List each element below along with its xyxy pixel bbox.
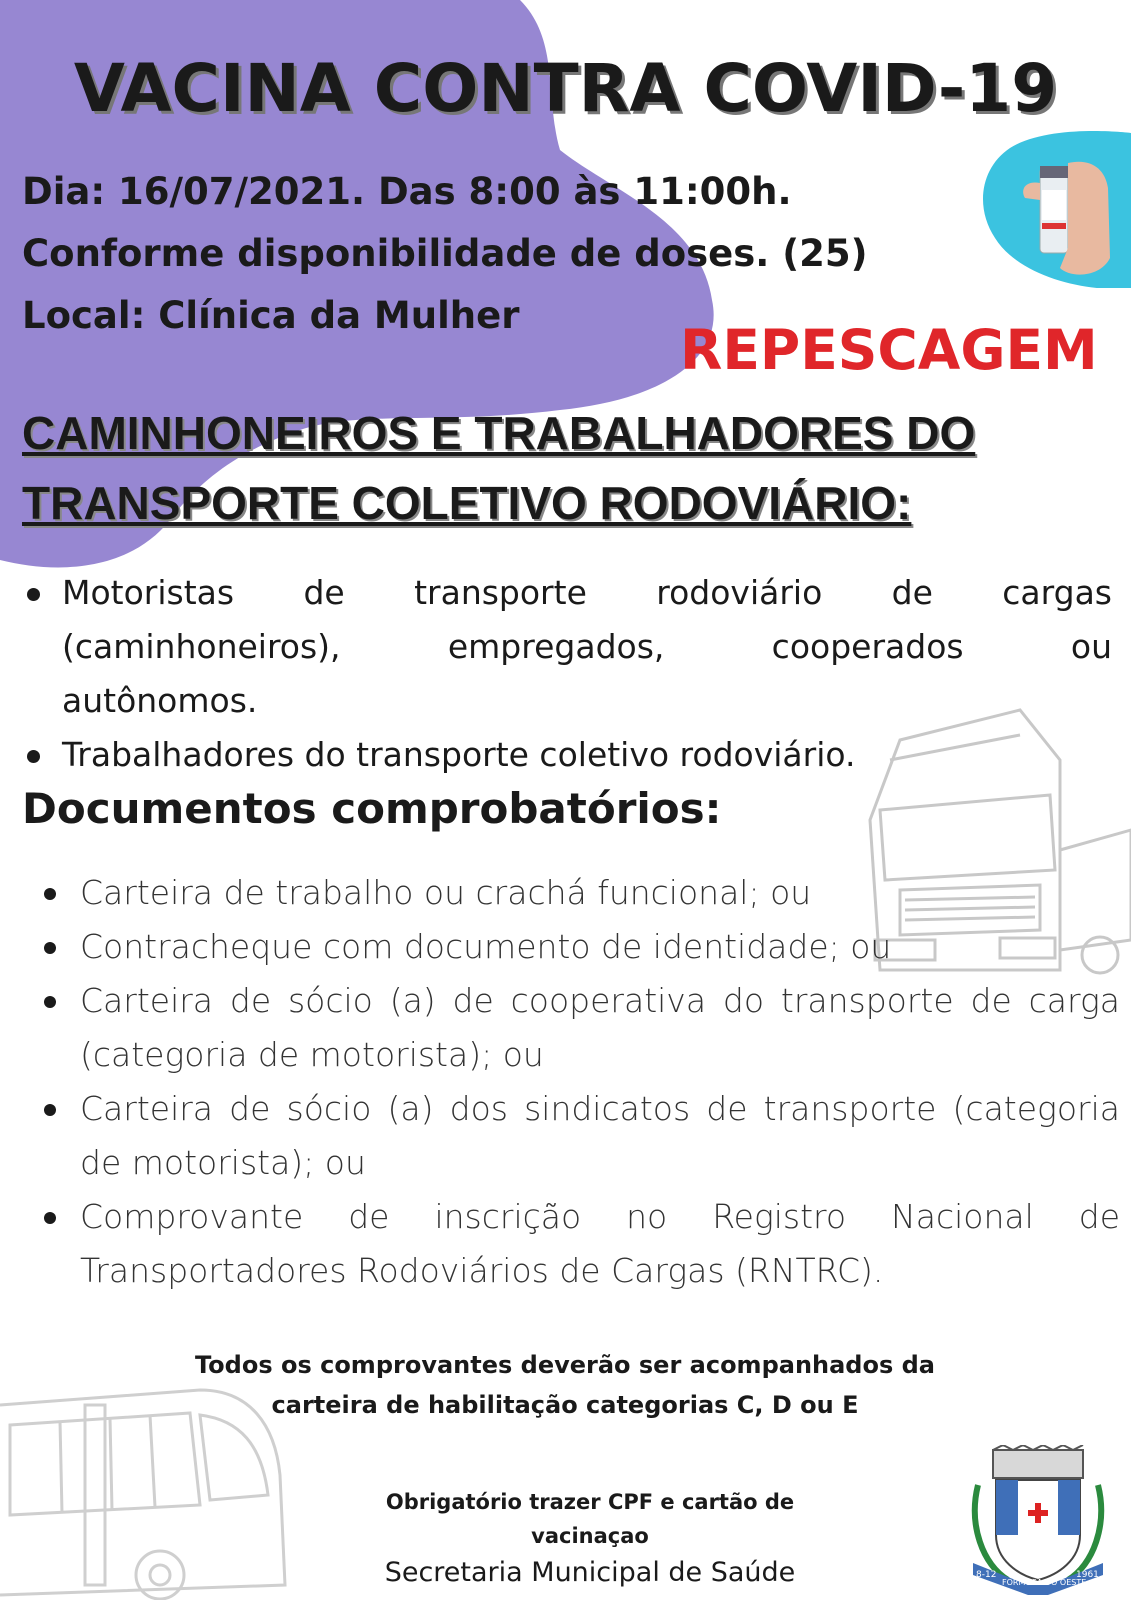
list-item-text: autônomos. xyxy=(62,681,258,720)
list-item-text: Transportadores Rodoviários de Cargas (RNTRC). xyxy=(80,1251,884,1290)
location-line: Local: Clínica da Mulher xyxy=(22,294,520,337)
list-item-text: (categoria de motorista); ou xyxy=(80,1035,544,1074)
license-note-line1: Todos os comprovantes deverão ser acompanhados da xyxy=(194,1351,935,1379)
license-note-line2: carteira de habilitação categorias C, D ou E xyxy=(271,1391,859,1419)
date-time-line: Dia: 16/07/2021. Das 8:00 às 11:00h. xyxy=(22,170,792,213)
section-heading-line1: CAMINHONEIROS E TRABALHADORES DO xyxy=(22,407,976,459)
list-item-text: Contracheque com documento de identidade; ou xyxy=(80,927,892,966)
page-title: VACINA CONTRA COVID-19 xyxy=(73,50,1058,127)
bus-icon xyxy=(0,1385,300,1600)
crest-year-text: 1961 xyxy=(1076,1570,1099,1580)
repescagem-badge: REPESCAGEM xyxy=(680,318,1098,382)
municipal-crest-icon xyxy=(968,1445,1108,1595)
list-item-text: Carteira de sócio (a) de cooperativa do transporte de carga xyxy=(80,981,1120,1020)
documents-title: Documentos comprobatórios: xyxy=(22,784,722,833)
list-item xyxy=(22,728,1112,782)
documents-list xyxy=(40,866,1120,1298)
list-item xyxy=(40,1190,1120,1298)
obligatory-note xyxy=(330,1485,850,1553)
section-heading-line2: TRANSPORTE COLETIVO RODOVIÁRIO: xyxy=(22,477,912,529)
list-item-text: Comprovante de inscrição no Registro Nacional de xyxy=(80,1197,1120,1236)
list-item xyxy=(40,1082,1120,1190)
list-item-text: Motoristas de transporte rodoviário de cargas xyxy=(62,573,1112,612)
crest-ribbon-text: FORMOSA DO OESTE xyxy=(1002,1578,1087,1587)
list-item-text: Trabalhadores do transporte coletivo rodoviário. xyxy=(62,735,856,774)
doses-line: Conforme disponibilidade de doses. (25) xyxy=(22,232,868,275)
secretaria-footer: Secretaria Municipal de Saúde xyxy=(384,1557,796,1588)
crest-left-text: 8-12 xyxy=(976,1570,997,1580)
list-item xyxy=(40,866,1120,920)
list-item-text: (caminhoneiros), empregados, cooperados ou xyxy=(62,627,1112,666)
obligatory-note-line1: Obrigatório trazer CPF e cartão de xyxy=(385,1490,795,1514)
list-item-text: de motorista); ou xyxy=(80,1143,366,1182)
vaccine-vial-icon xyxy=(980,128,1131,288)
list-item xyxy=(40,920,1120,974)
obligatory-note-line2: vacinaçao xyxy=(531,1524,649,1548)
priority-groups-list xyxy=(22,566,1112,782)
list-item xyxy=(22,566,1112,728)
list-item-text: Carteira de sócio (a) dos sindicatos de transporte (categoria xyxy=(80,1089,1120,1128)
list-item xyxy=(40,974,1120,1082)
list-item-text: Carteira de trabalho ou crachá funcional; ou xyxy=(80,873,812,912)
